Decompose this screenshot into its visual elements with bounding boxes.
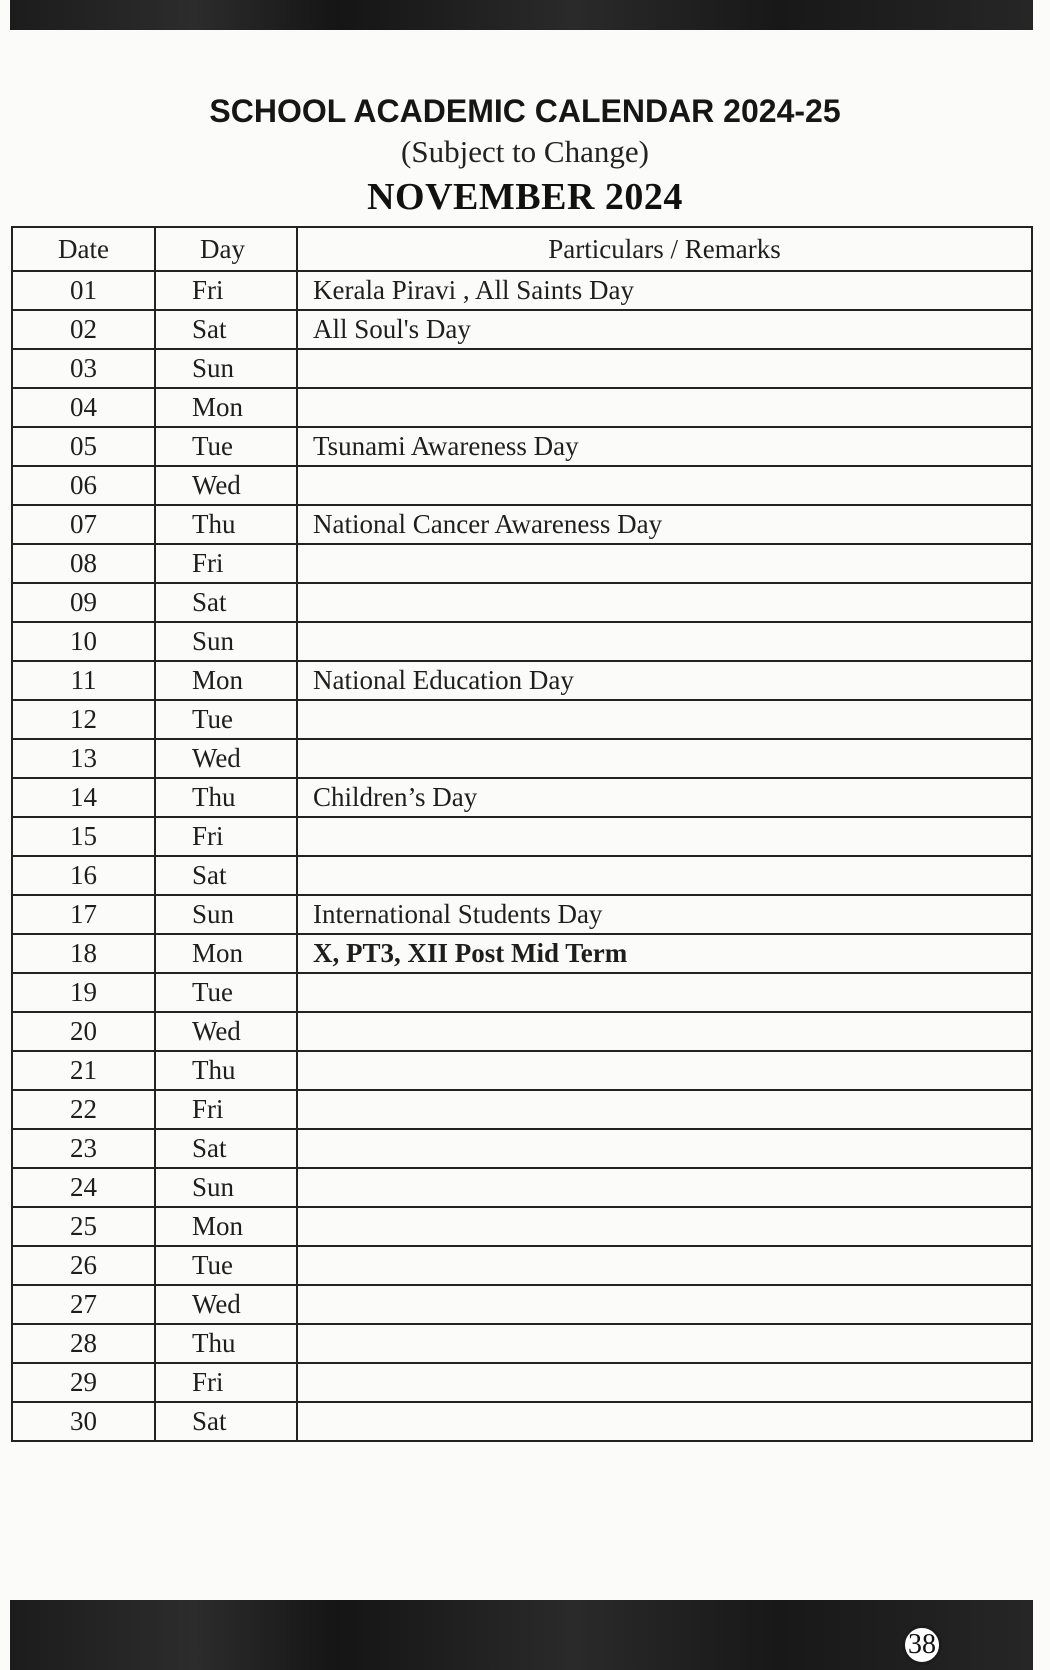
remark-cell: [297, 622, 1032, 661]
day-cell: Tue: [155, 973, 297, 1012]
day-cell: Mon: [155, 661, 297, 700]
remark-cell: [297, 1012, 1032, 1051]
date-cell: 03: [12, 349, 155, 388]
table-row: [12, 1363, 1032, 1402]
month-heading: NOVEMBER 2024: [367, 176, 683, 218]
day-cell: Fri: [155, 1090, 297, 1129]
table-row: [12, 583, 1032, 622]
day-cell: Thu: [155, 1051, 297, 1090]
table-row: [12, 778, 1032, 817]
date-cell: 17: [12, 895, 155, 934]
day-cell: Sat: [155, 856, 297, 895]
remark-cell: Tsunami Awareness Day: [297, 427, 1032, 466]
day-cell: Sat: [155, 310, 297, 349]
table-row: [12, 1051, 1032, 1090]
day-cell: Thu: [155, 778, 297, 817]
table-row: [12, 622, 1032, 661]
remark-cell: [297, 1207, 1032, 1246]
date-cell: 04: [12, 388, 155, 427]
remark-cell: National Cancer Awareness Day: [297, 505, 1032, 544]
table-row: [12, 310, 1032, 349]
table-body: [12, 271, 1032, 1441]
table-row: [12, 1129, 1032, 1168]
calendar-title: SCHOOL ACADEMIC CALENDAR 2024-25: [209, 93, 841, 129]
date-cell: 05: [12, 427, 155, 466]
remark-cell: [297, 1090, 1032, 1129]
remark-cell: [297, 1246, 1032, 1285]
table-row: [12, 505, 1032, 544]
date-cell: 13: [12, 739, 155, 778]
remark-cell: [297, 1129, 1032, 1168]
remark-cell: [297, 1324, 1032, 1363]
date-cell: 16: [12, 856, 155, 895]
date-cell: 23: [12, 1129, 155, 1168]
table-row: [12, 349, 1032, 388]
remark-cell: All Soul's Day: [297, 310, 1032, 349]
calendar-subtitle: (Subject to Change): [401, 134, 649, 169]
column-header-date: Date: [12, 227, 155, 271]
day-cell: Fri: [155, 817, 297, 856]
table-row: [12, 1207, 1032, 1246]
day-cell: Sun: [155, 349, 297, 388]
table-row: [12, 1285, 1032, 1324]
table-row: [12, 1246, 1032, 1285]
day-cell: Wed: [155, 1012, 297, 1051]
remark-cell: X, PT3, XII Post Mid Term: [297, 934, 1032, 973]
date-cell: 10: [12, 622, 155, 661]
column-header-remarks: Particulars / Remarks: [297, 227, 1032, 271]
remark-cell: [297, 544, 1032, 583]
remark-cell: [297, 700, 1032, 739]
date-cell: 15: [12, 817, 155, 856]
remark-cell: National Education Day: [297, 661, 1032, 700]
day-cell: Sun: [155, 1168, 297, 1207]
table-row: [12, 856, 1032, 895]
table-row: [12, 466, 1032, 505]
date-cell: 22: [12, 1090, 155, 1129]
date-cell: 08: [12, 544, 155, 583]
remark-cell: [297, 349, 1032, 388]
table-row: [12, 1168, 1032, 1207]
day-cell: Sat: [155, 1129, 297, 1168]
table-row: [12, 739, 1032, 778]
table-row: [12, 973, 1032, 1012]
table-row: [12, 388, 1032, 427]
date-cell: 29: [12, 1363, 155, 1402]
table-row: [12, 895, 1032, 934]
day-cell: Tue: [155, 427, 297, 466]
date-cell: 09: [12, 583, 155, 622]
table-row: [12, 271, 1032, 310]
date-cell: 19: [12, 973, 155, 1012]
table-row: [12, 661, 1032, 700]
remark-cell: [297, 1285, 1032, 1324]
table-row: [12, 1090, 1032, 1129]
date-cell: 12: [12, 700, 155, 739]
date-cell: 06: [12, 466, 155, 505]
day-cell: Sat: [155, 1402, 297, 1441]
remark-cell: [297, 1402, 1032, 1441]
top-decorative-band: [10, 0, 1033, 30]
date-cell: 11: [12, 661, 155, 700]
day-cell: Thu: [155, 505, 297, 544]
remark-cell: [297, 973, 1032, 1012]
remark-cell: [297, 388, 1032, 427]
table-row: [12, 427, 1032, 466]
day-cell: Mon: [155, 934, 297, 973]
remark-cell: [297, 817, 1032, 856]
date-cell: 27: [12, 1285, 155, 1324]
day-cell: Sat: [155, 583, 297, 622]
day-cell: Fri: [155, 1363, 297, 1402]
date-cell: 26: [12, 1246, 155, 1285]
remark-cell: Kerala Piravi , All Saints Day: [297, 271, 1032, 310]
day-cell: Fri: [155, 271, 297, 310]
date-cell: 21: [12, 1051, 155, 1090]
date-cell: 25: [12, 1207, 155, 1246]
day-cell: Wed: [155, 466, 297, 505]
remark-cell: [297, 739, 1032, 778]
day-cell: Sun: [155, 895, 297, 934]
remark-cell: [297, 1168, 1032, 1207]
day-cell: Wed: [155, 1285, 297, 1324]
date-cell: 01: [12, 271, 155, 310]
day-cell: Mon: [155, 388, 297, 427]
day-cell: Wed: [155, 739, 297, 778]
date-cell: 28: [12, 1324, 155, 1363]
day-cell: Mon: [155, 1207, 297, 1246]
table-row: [12, 1012, 1032, 1051]
day-cell: Fri: [155, 544, 297, 583]
bottom-decorative-band: [10, 1600, 1033, 1670]
date-cell: 18: [12, 934, 155, 973]
date-cell: 20: [12, 1012, 155, 1051]
date-cell: 14: [12, 778, 155, 817]
table-header-row: [12, 227, 1032, 271]
day-cell: Tue: [155, 700, 297, 739]
page-number-badge: 38: [902, 1625, 942, 1665]
day-cell: Sun: [155, 622, 297, 661]
table-row: [12, 1324, 1032, 1363]
remark-cell: [297, 1051, 1032, 1090]
remark-cell: [297, 466, 1032, 505]
table-row: [12, 817, 1032, 856]
day-cell: Tue: [155, 1246, 297, 1285]
remark-cell: International Students Day: [297, 895, 1032, 934]
day-cell: Thu: [155, 1324, 297, 1363]
column-header-day: Day: [155, 227, 297, 271]
table-row: [12, 1402, 1032, 1441]
date-cell: 07: [12, 505, 155, 544]
table-row: [12, 544, 1032, 583]
remark-cell: Children’s Day: [297, 778, 1032, 817]
table-row: [12, 700, 1032, 739]
date-cell: 02: [12, 310, 155, 349]
date-cell: 30: [12, 1402, 155, 1441]
calendar-table: [11, 226, 1033, 1442]
date-cell: 24: [12, 1168, 155, 1207]
table-row: [12, 934, 1032, 973]
remark-cell: [297, 1363, 1032, 1402]
remark-cell: [297, 583, 1032, 622]
remark-cell: [297, 856, 1032, 895]
